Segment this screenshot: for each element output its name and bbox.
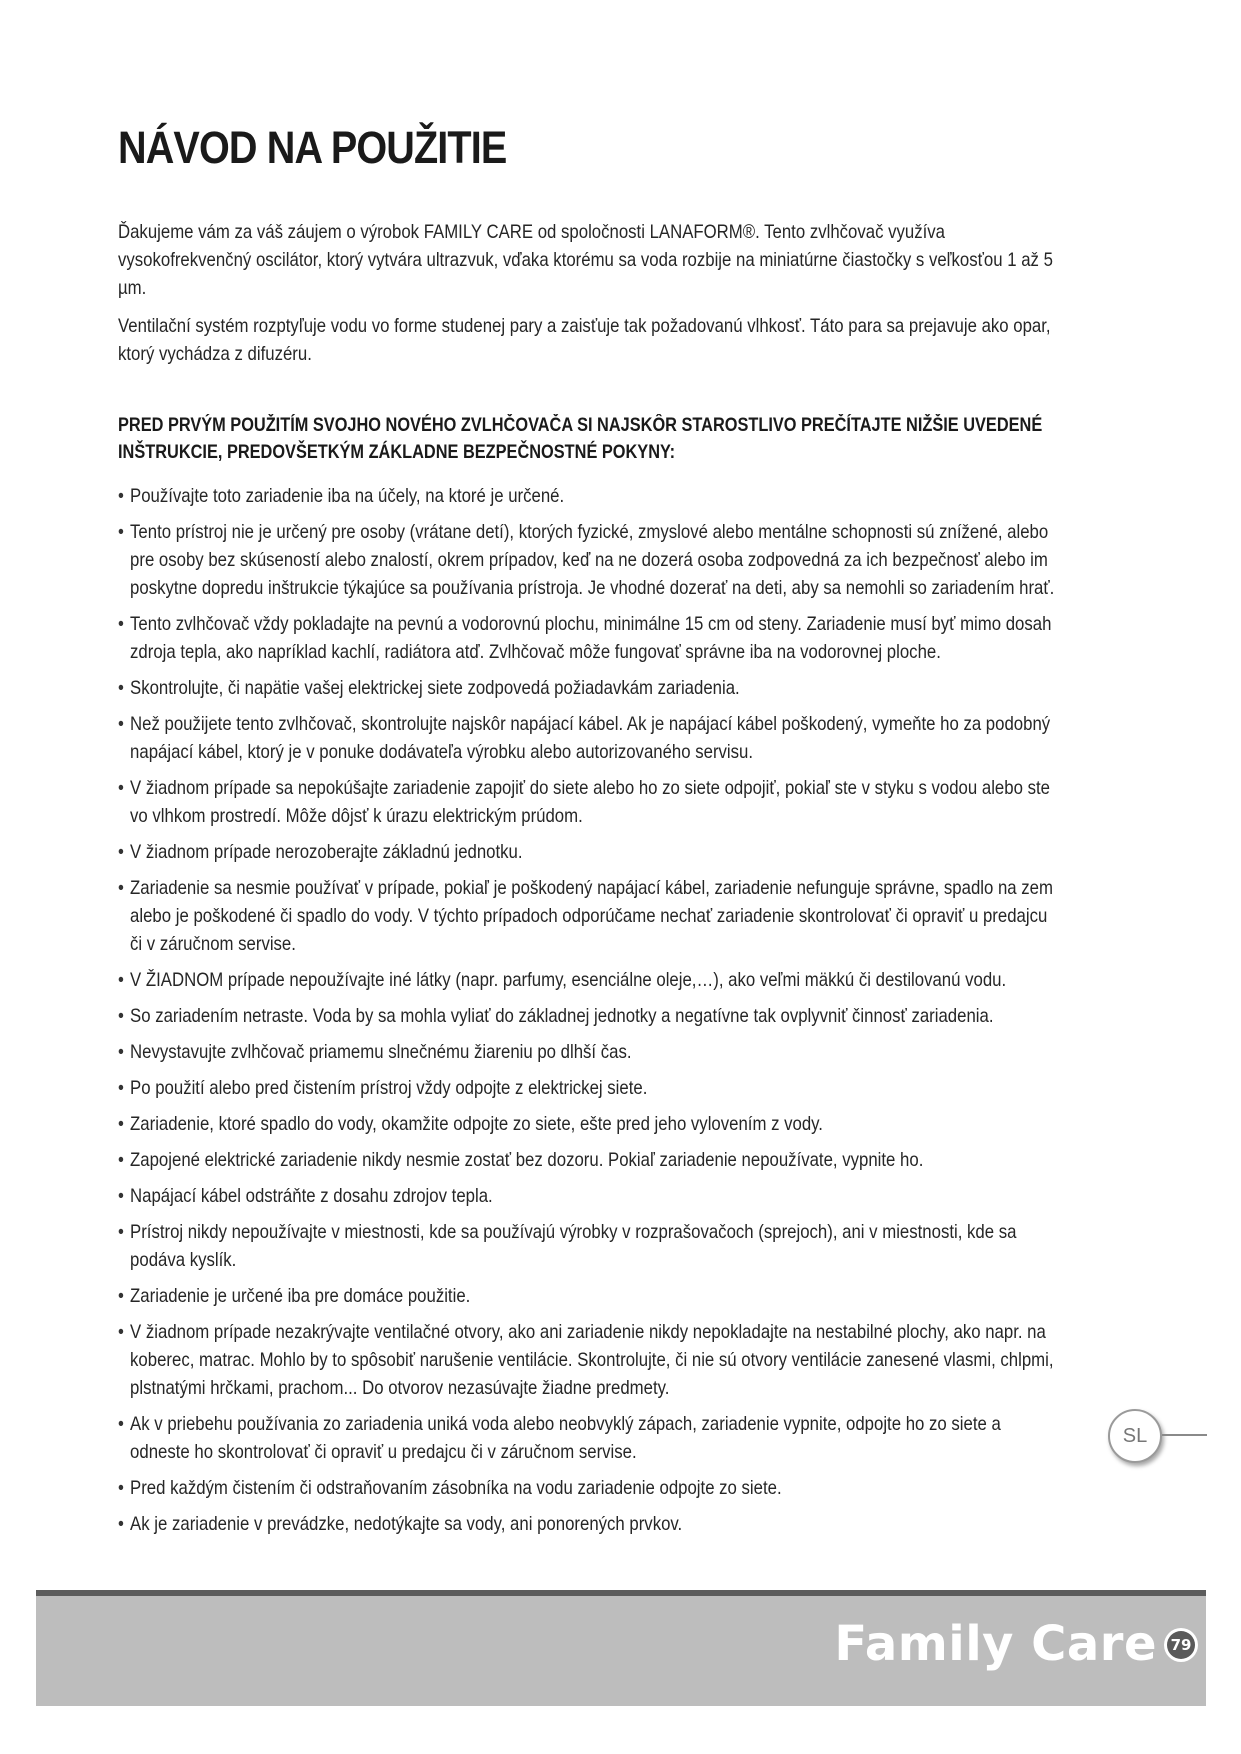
list-item: • Zariadenie sa nesmie používať v prípade, pokiaľ je poškodený napájací kábel, zariadenie nefunguje správne, spadlo na zem alebo je poškodené či spadlo do vody. V týchto prípadoch odporúčame nechať zariadenie skontrolovať či opraviť u predajcu či v záručnom servise. xyxy=(118,874,1055,958)
list-item: • Zariadenie je určené iba pre domáce použitie. xyxy=(118,1282,1055,1310)
list-item: • Prístroj nikdy nepoužívajte v miestnosti, kde sa používajú výrobky v rozprašovačoch (sprejoch), ani v miestnosti, kde sa podáva kyslík. xyxy=(118,1218,1055,1274)
document-body xyxy=(118,218,1058,1546)
list-item: • Tento prístroj nie je určený pre osoby (vrátane detí), ktorých fyzické, zmyslové alebo mentálne schopnosti sú znížené, alebo pre osoby bez skúseností alebo znalostí, okrem prípadov, keď na ne dozerá osoba zodpovedná za ich bezpečnosť alebo im poskytne dopredu inštrukcie týkajúce sa používania prístroja. Je vhodné dozerať na deti, aby sa nemohli so zariadením hrať. xyxy=(118,518,1055,602)
list-item: • V žiadnom prípade nezakrývajte ventilačné otvory, ako ani zariadenie nikdy nepokladajte na nestabilné plochy, ako napr. na koberec, matrac. Mohlo by to spôsobiť narušenie ventilácie. Skontrolujte, či nie sú otvory ventilácie zanesené vlasmi, chlpmi, plstnatými hrčkami, prachom... Do otvorov nezasúvajte žiadne predmety. xyxy=(118,1318,1055,1402)
language-badge: SL xyxy=(1108,1409,1162,1463)
page-number: 79 xyxy=(1167,1631,1195,1659)
intro-section xyxy=(118,218,1058,368)
list-item: • Nevystavujte zvlhčovač priamemu slnečnému žiareniu po dlhší čas. xyxy=(118,1038,1055,1066)
language-badge-line xyxy=(1162,1434,1207,1436)
page-title: NÁVOD NA POUŽITIE xyxy=(118,122,507,173)
list-item: • Skontrolujte, či napätie vašej elektrickej siete zodpovedá požiadavkám zariadenia. xyxy=(118,674,1055,702)
intro-paragraph: Ďakujeme vám za váš záujem o výrobok FAMILY CARE od spoločnosti LANAFORM®. Tento zvlhčovač využíva vysokofrekvenčný oscilátor, ktorý vytvára ultrazvuk, vďaka ktorému sa voda rozbije na miniatúrne čiastočky s veľkosťou 1 až 5 µm. xyxy=(118,221,1053,299)
safety-heading: PRED PRVÝM POUŽITÍM SVOJHO NOVÉHO ZVLHČOVAČA SI NAJSKÔR STAROSTLIVO PREČÍTAJTE NIŽŠIE UVEDENÉ INŠTRUKCIE, PREDOVŠETKÝM ZÁKLADNE BEZPEČNOSTNÉ POKYNY: xyxy=(118,415,1043,463)
list-item: • Ak je zariadenie v prevádzke, nedotýkajte sa vody, ani ponorených prvkov. xyxy=(118,1510,1055,1538)
list-item: • So zariadením netraste. Voda by sa mohla vyliať do základnej jednotky a negatívne tak ovplyvniť činnosť zariadenia. xyxy=(118,1002,1055,1030)
list-item: • Pred každým čistením či odstraňovaním zásobníka na vodu zariadenie odpojte zo siete. xyxy=(118,1474,1055,1502)
list-item: • Tento zvlhčovač vždy pokladajte na pevnú a vodorovnú plochu, minimálne 15 cm od steny. Zariadenie musí byť mimo dosah zdroja tepla, ako napríklad kachlí, radiátora atď. Zvlhčovač môže fungovať správne iba na vodorovnej ploche. xyxy=(118,610,1055,666)
list-item: • Zapojené elektrické zariadenie nikdy nesmie zostať bez dozoru. Pokiaľ zariadenie nepoužívate, vypnite ho. xyxy=(118,1146,1055,1174)
list-item: • Než použijete tento zvlhčovač, skontrolujte najskôr napájací kábel. Ak je napájací kábel poškodený, vymeňte ho za podobný napájací kábel, ktorý je v ponuke dodávateľa výrobku alebo autorizovaného servisu. xyxy=(118,710,1055,766)
list-item: • Ak v priebehu používania zo zariadenia uniká voda alebo neobvyklý zápach, zariadenie vypnite, odpojte ho zo siete a odneste ho skontrolovať či opraviť u predajcu či v záručnom servise. xyxy=(118,1410,1055,1466)
list-item: • Zariadenie, ktoré spadlo do vody, okamžite odpojte zo siete, ešte pred jeho vylovením z vody. xyxy=(118,1110,1055,1138)
list-item: • Po použití alebo pred čistením prístroj vždy odpojte z elektrickej siete. xyxy=(118,1074,1055,1102)
safety-rules-list xyxy=(118,482,1058,1538)
list-item: • Napájací kábel odstráňte z dosahu zdrojov tepla. xyxy=(118,1182,1055,1210)
intro-paragraph: Ventilační systém rozptyľuje vodu vo forme studenej pary a zaisťuje tak požadovanú vlhkosť. Táto para sa prejavuje ako opar, ktorý vychádza z difuzéru. xyxy=(118,315,1051,365)
page-number-badge xyxy=(1164,1628,1198,1662)
brand-name: Family Care xyxy=(834,1616,1157,1672)
list-item: • Používajte toto zariadenie iba na účely, na ktoré je určené. xyxy=(118,482,1055,510)
list-item: • V ŽIADNOM prípade nepoužívajte iné látky (napr. parfumy, esenciálne oleje,…), ako veľmi mäkkú či destilovanú vodu. xyxy=(118,966,1055,994)
list-item: • V žiadnom prípade nerozoberajte základnú jednotku. xyxy=(118,838,1055,866)
list-item: • V žiadnom prípade sa nepokúšajte zariadenie zapojiť do siete alebo ho zo siete odpojiť, pokiaľ ste v styku s vodou alebo ste vo vlhkom prostredí. Môže dôjsť k úrazu elektrickým prúdom. xyxy=(118,774,1055,830)
